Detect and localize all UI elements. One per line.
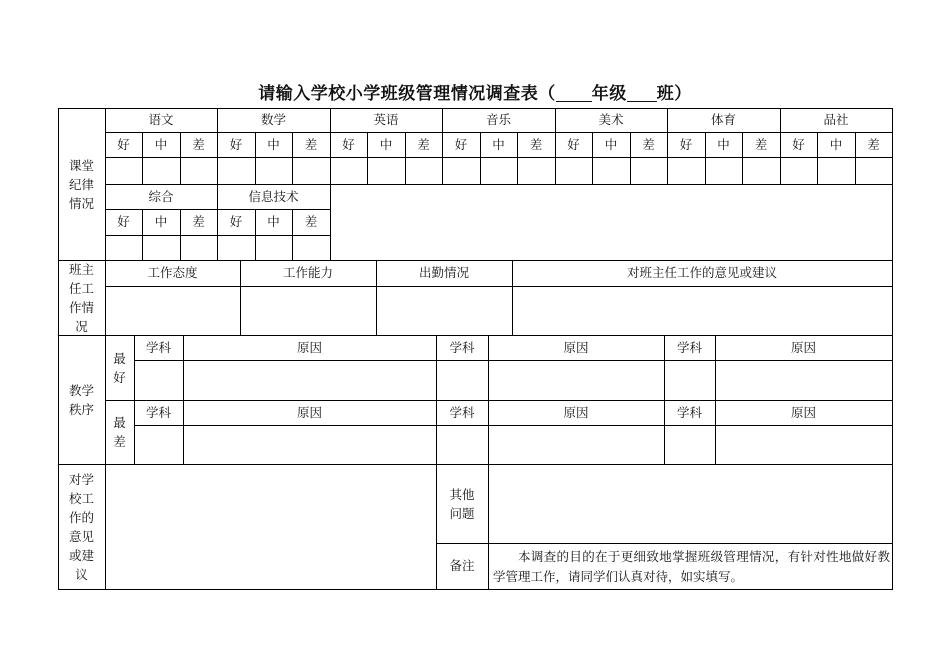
- rating-header: 好: [567, 136, 580, 152]
- rating-header: 好: [117, 214, 130, 229]
- rating-cell[interactable]: [106, 236, 142, 260]
- rating-cell[interactable]: [668, 158, 705, 184]
- head-teacher-header: 工作态度: [147, 265, 198, 280]
- subject-header: 信息技术: [248, 188, 299, 204]
- reason-label: 原因: [790, 339, 816, 355]
- rating-cell[interactable]: [481, 158, 517, 184]
- grid-line: [105, 108, 106, 590]
- subject-input[interactable]: [437, 361, 488, 400]
- rating-cell[interactable]: [443, 158, 480, 184]
- rating-cell[interactable]: [293, 236, 330, 260]
- other-issues-label: 其他 问题: [449, 486, 475, 521]
- reason-input[interactable]: [489, 426, 664, 464]
- rating-cell[interactable]: [293, 158, 330, 184]
- rating-header: 好: [679, 136, 693, 152]
- rating-header: 好: [229, 136, 243, 152]
- subject-input[interactable]: [135, 361, 183, 400]
- section-label-head-teacher: 班主 任工 作情 况: [68, 261, 94, 334]
- subject-label: 学科: [449, 404, 475, 420]
- head-teacher-header: 工作能力: [282, 265, 333, 280]
- rating-cell[interactable]: [218, 158, 255, 184]
- subject-header: 体育: [710, 112, 736, 127]
- subject-header: 综合: [148, 188, 174, 204]
- grid-line: [58, 108, 59, 590]
- head-teacher-cell[interactable]: [377, 287, 512, 335]
- grid-line: [892, 108, 893, 590]
- head-teacher-header: 对班主任工作的意见或建议: [626, 265, 777, 280]
- rating-header: 中: [267, 214, 280, 229]
- subject-label: 学科: [145, 404, 171, 420]
- reason-label: 原因: [790, 404, 816, 420]
- reason-label: 原因: [296, 404, 322, 420]
- grid-line: [58, 589, 893, 590]
- rating-header: 差: [192, 136, 205, 152]
- rating-header: 差: [304, 214, 318, 229]
- section-label-teaching-order: 教学 秩序: [68, 382, 94, 417]
- worst-label: 最 差: [113, 415, 126, 449]
- rating-cell[interactable]: [518, 158, 555, 184]
- rating-cell[interactable]: [743, 158, 780, 184]
- rating-header: 差: [867, 136, 880, 152]
- head-teacher-cell[interactable]: [513, 287, 892, 335]
- section-label-suggestions: 对学 校工 作的 意见 或建 议: [68, 471, 94, 582]
- rating-cell[interactable]: [556, 158, 592, 184]
- rating-header: 中: [154, 136, 168, 152]
- reason-input[interactable]: [184, 426, 436, 464]
- rating-cell[interactable]: [181, 158, 217, 184]
- rating-cell[interactable]: [218, 236, 255, 260]
- rating-header: 好: [792, 136, 805, 152]
- rating-header: 差: [192, 214, 205, 229]
- reason-label: 原因: [563, 404, 589, 420]
- rating-cell[interactable]: [631, 158, 667, 184]
- subject-header: 语文: [148, 112, 174, 127]
- page-title: 请输入学校小学班级管理情况调查表（ 年级 班）: [258, 84, 692, 104]
- rating-cell[interactable]: [856, 158, 892, 184]
- remarks-text: 本调查的目的在于更细致地掌握班级管理情况，有针对性地做好教学管理工作，请同学们认真对待，如实填写。: [493, 549, 890, 584]
- head-teacher-cell[interactable]: [106, 287, 240, 335]
- rating-cell[interactable]: [406, 158, 442, 184]
- reason-input[interactable]: [716, 426, 892, 464]
- rating-header: 好: [117, 136, 130, 152]
- section-label-discipline: 课堂 纪律 情况: [68, 157, 94, 211]
- rating-cell[interactable]: [143, 158, 180, 184]
- rating-cell[interactable]: [706, 158, 742, 184]
- rating-cell[interactable]: [368, 158, 405, 184]
- rating-header: 好: [229, 214, 243, 229]
- head-teacher-header: 出勤情况: [418, 265, 469, 280]
- reason-label: 原因: [563, 339, 589, 355]
- rating-cell[interactable]: [331, 158, 367, 184]
- rating-header: 中: [492, 136, 505, 152]
- subject-header: 英语: [373, 112, 399, 127]
- rating-header: 中: [379, 136, 393, 152]
- subject-header: 数学: [260, 112, 286, 127]
- subject-label: 学科: [676, 404, 702, 420]
- subject-header: 美术: [598, 112, 624, 127]
- grid-line: [436, 543, 893, 544]
- rating-header: 中: [154, 214, 168, 229]
- subject-label: 学科: [145, 339, 171, 355]
- rating-cell[interactable]: [781, 158, 817, 184]
- reason-input[interactable]: [184, 361, 436, 400]
- subject-input[interactable]: [665, 361, 715, 400]
- remarks-label: 备注: [449, 558, 475, 573]
- head-teacher-cell[interactable]: [241, 287, 376, 335]
- subject-label: 学科: [676, 339, 702, 355]
- rating-header: 差: [529, 136, 543, 152]
- subject-label: 学科: [449, 339, 475, 355]
- suggestions-input[interactable]: [106, 465, 436, 589]
- best-label: 最 好: [113, 350, 126, 385]
- subject-input[interactable]: [665, 426, 715, 464]
- subject-header: 品社: [823, 112, 849, 127]
- rating-header: 差: [304, 136, 318, 152]
- rating-header: 好: [342, 136, 355, 152]
- rating-header: 差: [754, 136, 768, 152]
- grid-line: [330, 184, 331, 261]
- grade-blank: [556, 85, 592, 102]
- subject-input[interactable]: [437, 426, 488, 464]
- other-issues-input[interactable]: [489, 465, 892, 543]
- rating-header: 中: [604, 136, 618, 152]
- rating-cell[interactable]: [256, 236, 292, 260]
- subject-header: 音乐: [485, 112, 511, 127]
- rating-header: 好: [454, 136, 468, 152]
- rating-header: 差: [417, 136, 430, 152]
- reason-input[interactable]: [489, 361, 664, 400]
- rating-cell[interactable]: [143, 236, 180, 260]
- rating-cell[interactable]: [818, 158, 855, 184]
- reason-label: 原因: [296, 339, 322, 355]
- rating-cell[interactable]: [593, 158, 630, 184]
- reason-input[interactable]: [716, 361, 892, 400]
- rating-header: 中: [267, 136, 280, 152]
- rating-cell[interactable]: [256, 158, 292, 184]
- class-blank: [627, 85, 657, 102]
- subject-input[interactable]: [135, 426, 183, 464]
- rating-header: 中: [717, 136, 730, 152]
- rating-header: 中: [829, 136, 843, 152]
- rating-cell[interactable]: [106, 158, 142, 184]
- rating-cell[interactable]: [181, 236, 217, 260]
- rating-header: 差: [642, 136, 655, 152]
